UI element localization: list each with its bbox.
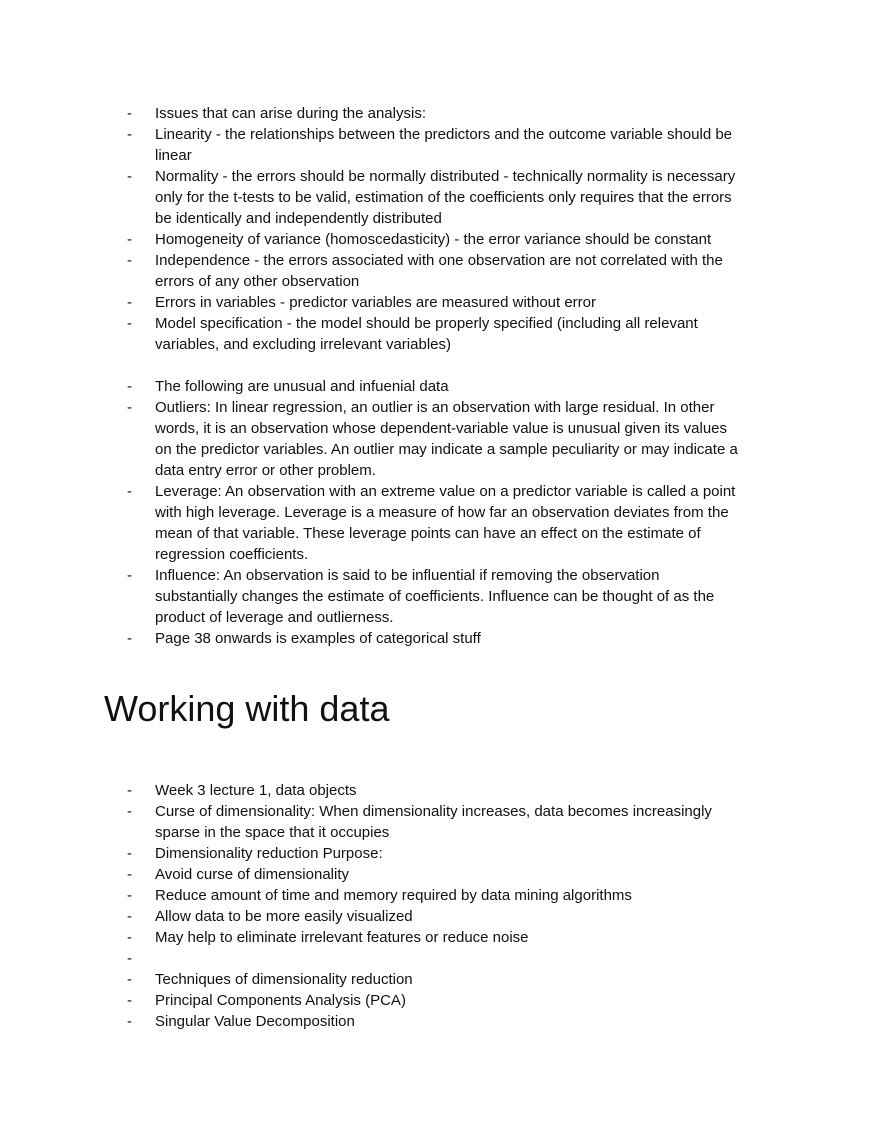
list-item-text — [155, 397, 880, 481]
list-item-text — [155, 927, 880, 948]
bullet-dash: - — [127, 782, 132, 799]
text-line: Singular Value Decomposition — [155, 1013, 355, 1030]
list-item — [0, 376, 880, 397]
list-item-text — [155, 948, 880, 969]
list-item — [0, 250, 880, 292]
text-line: on the predictor variables. An outlier may indicate a sample peculiarity or may indicate a — [155, 441, 738, 458]
bullet-dash: - — [127, 231, 132, 248]
list-item-text — [155, 780, 880, 801]
text-line: be identically and independently distributed — [155, 210, 442, 227]
list-item — [0, 292, 880, 313]
list-item-text — [155, 864, 880, 885]
unusual-data-list — [0, 376, 880, 649]
bullet-dash: - — [127, 399, 132, 416]
text-line: mean of that variable. These leverage points can have an effect on the estimate of — [155, 525, 701, 542]
list-item-text — [155, 292, 880, 313]
bullet-dash: - — [127, 887, 132, 904]
list-item — [0, 864, 880, 885]
list-item-text — [155, 166, 880, 229]
list-item — [0, 906, 880, 927]
list-item — [0, 885, 880, 906]
list-item — [0, 124, 880, 166]
text-line: only for the t-tests to be valid, estimation of the coefficients only requires that the errors — [155, 189, 732, 206]
bullet-dash: - — [127, 126, 132, 143]
list-item-text — [155, 906, 880, 927]
list-item — [0, 948, 880, 969]
working-with-data-list — [0, 780, 880, 1032]
text-line: Model specification - the model should be properly specified (including all relevant — [155, 315, 698, 332]
list-item — [0, 481, 880, 565]
text-line: Homogeneity of variance (homoscedasticity) - the error variance should be constant — [155, 231, 712, 248]
bullet-dash: - — [127, 929, 132, 946]
text-line: Techniques of dimensionality reduction — [155, 971, 413, 988]
text-line: Leverage: An observation with an extreme value on a predictor variable is called a point — [155, 483, 736, 500]
list-item — [0, 103, 880, 124]
bullet-dash: - — [127, 630, 132, 647]
list-item-text — [155, 843, 880, 864]
bullet-dash: - — [127, 483, 132, 500]
list-item-text — [155, 801, 880, 843]
list-item-text — [155, 103, 880, 124]
text-line: words, it is an observation whose dependent-variable value is unusual given its values — [155, 420, 727, 437]
text-line: Independence - the errors associated with one observation are not correlated with the — [155, 252, 723, 269]
bullet-dash: - — [127, 803, 132, 820]
section-heading: Working with data — [104, 688, 390, 729]
text-line: Influence: An observation is said to be influential if removing the observation — [155, 567, 660, 584]
text-line: regression coefficients. — [155, 546, 309, 563]
list-item — [0, 565, 880, 628]
text-line: Errors in variables - predictor variables are measured without error — [155, 294, 597, 311]
text-line: data entry error or other problem. — [155, 462, 376, 479]
list-item — [0, 628, 880, 649]
list-item — [0, 927, 880, 948]
text-line: Curse of dimensionality: When dimensionality increases, data becomes increasingly — [155, 803, 712, 820]
text-line: Week 3 lecture 1, data objects — [155, 782, 357, 799]
text-line: Issues that can arise during the analysis: — [155, 105, 426, 122]
bullet-dash: - — [127, 971, 132, 988]
list-item — [0, 990, 880, 1011]
list-item-text — [155, 990, 880, 1011]
text-line — [155, 948, 880, 969]
bullet-dash: - — [127, 950, 132, 967]
list-item — [0, 166, 880, 229]
bullet-dash: - — [127, 294, 132, 311]
bullet-dash: - — [127, 315, 132, 332]
list-item — [0, 780, 880, 801]
list-item — [0, 801, 880, 843]
list-item — [0, 843, 880, 864]
text-line: Avoid curse of dimensionality — [155, 866, 349, 883]
text-line: errors of any other observation — [155, 273, 360, 290]
bullet-dash: - — [127, 908, 132, 925]
list-item-text — [155, 124, 880, 166]
list-item-text — [155, 376, 880, 397]
list-item-text — [155, 481, 880, 565]
text-line: substantially changes the estimate of coefficients. Influence can be thought of as the — [155, 588, 715, 605]
text-line: Principal Components Analysis (PCA) — [155, 992, 406, 1009]
bullet-dash: - — [127, 252, 132, 269]
text-line: The following are unusual and infuenial data — [155, 378, 449, 395]
list-item — [0, 313, 880, 355]
list-item — [0, 229, 880, 250]
list-item-text — [155, 229, 880, 250]
text-line: Normality - the errors should be normally distributed - technically normality is necessary — [155, 168, 736, 185]
bullet-dash: - — [127, 105, 132, 122]
text-line: with high leverage. Leverage is a measure of how far an observation deviates from the — [155, 504, 729, 521]
list-item-text — [155, 250, 880, 292]
text-line: linear — [155, 147, 192, 164]
text-line: Page 38 onwards is examples of categorical stuff — [155, 630, 481, 647]
list-item-text — [155, 969, 880, 990]
issues-list — [0, 103, 880, 355]
bullet-dash: - — [127, 567, 132, 584]
text-line: Linearity - the relationships between the predictors and the outcome variable should be — [155, 126, 733, 143]
list-item-text — [155, 313, 880, 355]
list-item — [0, 397, 880, 481]
text-line: product of leverage and outlierness. — [155, 609, 394, 626]
text-line: variables, and excluding irrelevant variables) — [155, 336, 451, 353]
bullet-dash: - — [127, 866, 132, 883]
list-item-text — [155, 1011, 880, 1032]
bullet-dash: - — [127, 378, 132, 395]
list-item — [0, 1011, 880, 1032]
list-item — [0, 969, 880, 990]
bullet-dash: - — [127, 1013, 132, 1030]
bullet-dash: - — [127, 168, 132, 185]
bullet-dash: - — [127, 992, 132, 1009]
text-line: May help to eliminate irrelevant features or reduce noise — [155, 929, 529, 946]
text-line: Reduce amount of time and memory required by data mining algorithms — [155, 887, 632, 904]
list-item-text — [155, 885, 880, 906]
list-item-text — [155, 628, 880, 649]
text-line: Outliers: In linear regression, an outlier is an observation with large residual. In other — [155, 399, 715, 416]
list-item-text — [155, 565, 880, 628]
text-line: Dimensionality reduction Purpose: — [155, 845, 383, 862]
bullet-dash: - — [127, 845, 132, 862]
text-line: Allow data to be more easily visualized — [155, 908, 413, 925]
text-line: sparse in the space that it occupies — [155, 824, 390, 841]
